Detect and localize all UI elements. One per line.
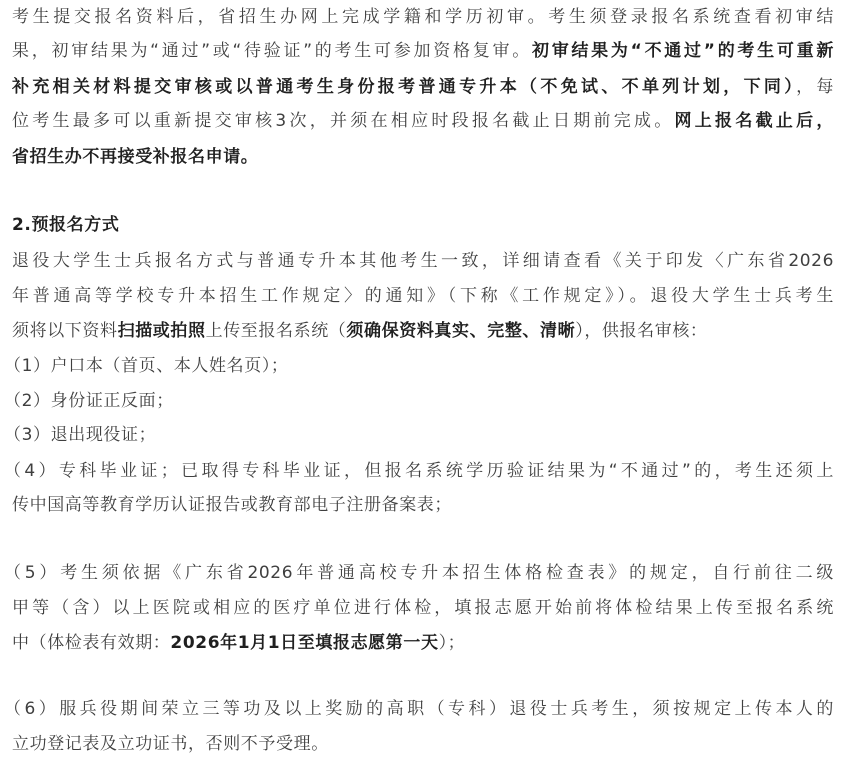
bold-text: 网上报名截止后， xyxy=(674,111,834,131)
list-item-2: （2）身份证正反面； xyxy=(4,391,174,411)
bold-text: 须确保资料真实、完整、清晰 xyxy=(346,321,576,341)
list-item-5-line3 xyxy=(12,632,834,654)
list-item-1: （1）户口本（首页、本人姓名页）； xyxy=(4,356,289,376)
text: 传中国高等教育学历认证报告或教育部电子注册备案表； xyxy=(12,495,452,515)
section2-line3 xyxy=(12,320,834,342)
text: ，每 xyxy=(796,77,835,97)
text: 须将以下资料 xyxy=(12,321,118,341)
list-item-5-line2 xyxy=(12,597,834,619)
section2-line2 xyxy=(12,285,834,307)
text: 考生提交报名资料后，省招生办网上完成学籍和学历初审。考生须登录报名系统查看初审结 xyxy=(12,7,834,27)
list-item-3: （3）退出现役证； xyxy=(4,425,157,445)
text: 位考生最多可以重新提交审核3次，并须在相应时段报名截止日期前完成。 xyxy=(12,111,675,131)
text: （5）考生须依据《广东省2026年普通高校专升本招生体格检查表》的规定，自行前往二级 xyxy=(4,563,834,583)
text: 果，初审结果为“通过”或“待验证”的考生可参加资格复审。 xyxy=(12,41,532,61)
text: （6）服兵役期间荣立三等功及以上奖励的高职（专科）退役士兵考生，须按规定上传本人的 xyxy=(4,699,834,719)
text: （4）专科毕业证；已取得专科毕业证，但报名系统学历验证结果为“不通过”的，考生还须上 xyxy=(4,461,834,481)
text: ）； xyxy=(438,633,466,653)
bold-text: 扫描或拍照 xyxy=(117,321,206,341)
list-item-5-line1 xyxy=(4,562,834,584)
list-item-4-line2 xyxy=(12,494,834,516)
list-item-4-line1 xyxy=(4,460,834,482)
list-item-6-line1 xyxy=(4,698,834,720)
text: 年普通高等学校专升本招生工作规定〉的通知》（下称《工作规定》）。退役大学生士兵考生 xyxy=(12,286,834,306)
text: 甲等（含）以上医院或相应的医疗单位进行体检，填报志愿开始前将体检结果上传至报名系统 xyxy=(12,598,834,618)
para1-line2 xyxy=(12,40,834,62)
bold-text: 2026年1月1日至填报志愿第一天 xyxy=(170,633,439,653)
text: 立功登记表及立功证书，否则不予受理。 xyxy=(12,734,329,754)
text: 退役大学生士兵报名方式与普通专升本其他考生一致，详细请查看《关于印发〈广东省2026 xyxy=(12,251,834,271)
list-item-6-line2 xyxy=(12,733,834,755)
section2-line1 xyxy=(12,250,834,272)
para1-line5 xyxy=(12,146,834,168)
bold-text: 省招生办不再接受补报名申请。 xyxy=(12,147,259,167)
para1-line3 xyxy=(12,76,834,98)
para1-line1 xyxy=(12,6,834,28)
section-heading: 2.预报名方式 xyxy=(12,215,120,235)
text: 上传至报名系统（ xyxy=(205,321,347,341)
para1-line4 xyxy=(12,110,834,132)
bold-text: 初审结果为“不通过”的考生可重新 xyxy=(531,41,834,61)
text: ），供报名审核： xyxy=(575,321,708,341)
bold-text: 补充相关材料提交审核或以普通考生身份报考普通专升本（不免试、不单列计划，下同） xyxy=(12,77,797,97)
text: 中（体检表有效期： xyxy=(12,633,171,653)
